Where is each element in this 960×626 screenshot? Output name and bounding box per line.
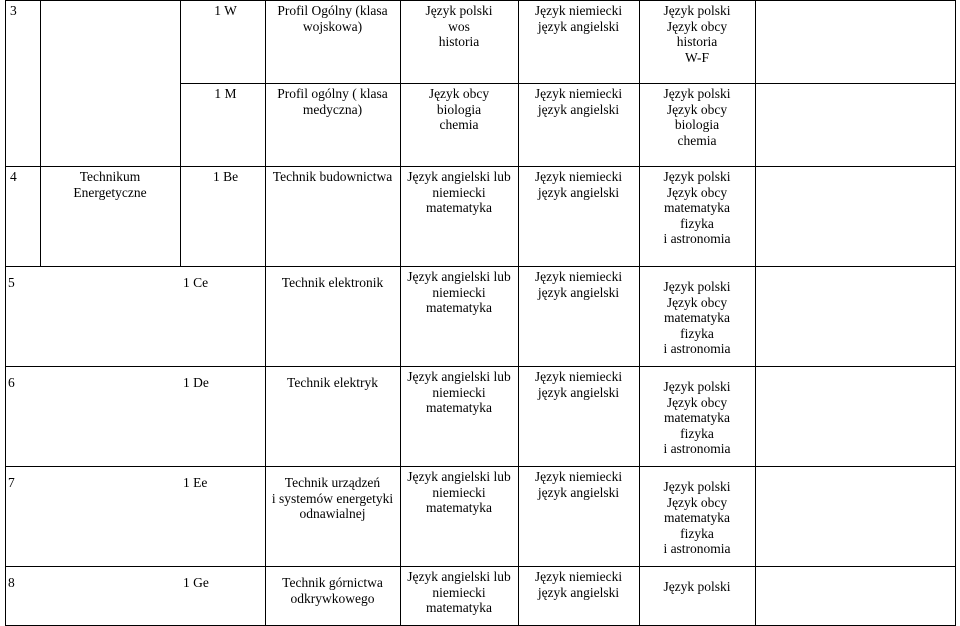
row-divider	[5, 166, 956, 167]
foreign-languages-line: język angielski	[537, 101, 620, 117]
extended-subjects-line: matematyka	[426, 500, 492, 515]
foreign-languages	[518, 169, 639, 200]
extended-subjects-line: matematyka	[426, 600, 492, 615]
school-name	[40, 169, 180, 200]
class-code: 1 Ee	[183, 475, 208, 490]
exam-subjects-line: matematyka	[664, 410, 730, 425]
exam-subjects-line: fizyka	[680, 525, 714, 541]
extended-subjects-line: matematyka	[426, 200, 492, 215]
foreign-languages-line: Język niemiecki	[534, 469, 623, 484]
extended-subjects-line: wos	[448, 18, 470, 34]
exam-subjects-line: biologia	[674, 117, 720, 132]
exam-subjects-line: i astronomia	[663, 231, 731, 246]
exam-subjects	[639, 3, 755, 65]
extended-subjects	[400, 469, 518, 516]
profile-name	[265, 375, 400, 391]
extended-subjects-line: Język angielski lub	[407, 569, 511, 584]
exam-subjects-line: Język polski	[663, 169, 731, 184]
exam-subjects	[639, 169, 755, 247]
exam-subjects-line: fizyka	[680, 325, 714, 341]
class-code: 1 De	[183, 375, 209, 390]
profile-name-line: Technik elektryk	[287, 375, 378, 390]
profile-name-line: odnawialnej	[299, 506, 366, 521]
profile-name-line: odkrywkowego	[290, 590, 375, 606]
exam-subjects-line: Język polski	[663, 379, 731, 394]
row-divider	[5, 266, 956, 267]
exam-subjects-line: Język obcy	[666, 18, 728, 34]
exam-subjects-line: Język polski	[663, 479, 731, 494]
row-number: 4	[10, 169, 17, 184]
column-divider	[5, 0, 6, 625]
exam-subjects-line: matematyka	[664, 310, 730, 325]
foreign-languages-line: Język niemiecki	[534, 86, 623, 101]
class-code: 1 M	[214, 86, 237, 101]
foreign-languages-line: Język niemiecki	[534, 3, 623, 18]
extended-subjects	[400, 369, 518, 416]
foreign-languages	[518, 369, 639, 400]
column-divider	[40, 0, 41, 266]
profile-name	[265, 3, 400, 34]
exam-subjects-line: Język polski	[663, 86, 731, 101]
exam-subjects-line: historia	[676, 34, 718, 49]
class-code: 1 Ce	[183, 275, 209, 290]
extended-subjects-line: Język obcy	[428, 86, 490, 101]
profile-name	[265, 169, 400, 185]
foreign-languages	[518, 269, 639, 300]
column-divider	[180, 0, 181, 266]
exam-subjects-line: matematyka	[664, 200, 730, 215]
column-divider	[955, 0, 956, 625]
profile-name-line: Technik górnictwa	[282, 575, 383, 590]
extended-subjects	[400, 86, 518, 133]
row-number: 3	[10, 3, 17, 18]
extended-subjects-line: Język angielski lub	[407, 469, 511, 484]
row-number: 6	[8, 375, 15, 390]
extended-subjects-line: biologia	[436, 101, 482, 117]
extended-subjects-line: historia	[438, 34, 480, 49]
exam-subjects-line: Język obcy	[666, 294, 728, 310]
row-divider	[180, 83, 956, 84]
profile-name-line: Technik elektronik	[281, 275, 384, 290]
foreign-languages	[518, 86, 639, 117]
exam-subjects-line: Język polski	[663, 579, 731, 594]
exam-subjects-line: Język obcy	[666, 184, 728, 200]
exam-subjects-line: W-F	[684, 49, 709, 65]
extended-subjects-line: Język angielski lub	[407, 269, 511, 284]
foreign-languages-line: język angielski	[537, 284, 620, 300]
foreign-languages-line: język angielski	[537, 584, 620, 600]
exam-subjects-line: Język polski	[663, 279, 731, 294]
foreign-languages-line: Język niemiecki	[534, 169, 623, 184]
class-code: 1 Ge	[183, 575, 209, 590]
foreign-languages	[518, 569, 639, 600]
profile-name	[265, 475, 400, 522]
extended-subjects-line: niemiecki	[432, 484, 486, 500]
row-number: 8	[8, 575, 15, 590]
row-number: 5	[8, 275, 15, 290]
extended-subjects-line: niemiecki	[432, 184, 486, 200]
exam-subjects-line: Język obcy	[666, 494, 728, 510]
extended-subjects-line: niemiecki	[432, 384, 486, 400]
foreign-languages-line: Język niemiecki	[534, 369, 623, 384]
extended-subjects-line: matematyka	[426, 400, 492, 415]
exam-subjects-line: chemia	[677, 132, 717, 148]
extended-subjects	[400, 169, 518, 216]
extended-subjects-line: chemia	[439, 117, 479, 132]
profile-name	[265, 575, 400, 606]
extended-subjects-line: Język angielski lub	[407, 369, 511, 384]
exam-subjects	[639, 379, 755, 457]
exam-subjects-line: fizyka	[680, 215, 714, 231]
foreign-languages-line: język angielski	[537, 484, 620, 500]
row-number: 7	[8, 475, 15, 490]
row-divider	[5, 366, 956, 367]
extended-subjects-line: matematyka	[426, 300, 492, 315]
extended-subjects-line: niemiecki	[432, 284, 486, 300]
exam-subjects-line: i astronomia	[663, 341, 731, 356]
exam-subjects	[639, 479, 755, 557]
row-divider	[5, 466, 956, 467]
profile-name-line: wojskowa)	[302, 18, 363, 34]
profile-name-line: Technik urządzeń	[284, 475, 381, 490]
profile-name-line: Technik budownictwa	[272, 169, 393, 184]
row-divider	[5, 566, 956, 567]
exam-subjects	[639, 279, 755, 357]
extended-subjects	[400, 569, 518, 616]
foreign-languages-line: Język niemiecki	[534, 569, 623, 584]
row-divider	[5, 0, 956, 1]
extended-subjects	[400, 3, 518, 50]
exam-subjects-line: i astronomia	[663, 541, 731, 556]
class-code: 1 W	[214, 3, 237, 18]
school-name-line: Energetyczne	[73, 184, 147, 200]
exam-subjects-line: Język obcy	[666, 101, 728, 117]
profile-name-line: medyczna)	[302, 101, 363, 117]
profile-name-line: Profil Ogólny (klasa	[277, 3, 388, 18]
extended-subjects-line: niemiecki	[432, 584, 486, 600]
exam-subjects	[639, 86, 755, 148]
exam-subjects	[639, 579, 755, 595]
foreign-languages	[518, 3, 639, 34]
exam-subjects-line: Język polski	[663, 3, 731, 18]
foreign-languages-line: Język niemiecki	[534, 269, 623, 284]
foreign-languages-line: język angielski	[537, 384, 620, 400]
profile-name	[265, 86, 400, 117]
class-code: 1 Be	[212, 169, 239, 184]
school-name-line: Technikum	[79, 169, 141, 184]
foreign-languages-line: język angielski	[537, 184, 620, 200]
extended-subjects-line: Język polski	[425, 3, 493, 18]
profile-name	[265, 275, 400, 291]
extended-subjects	[400, 269, 518, 316]
exam-subjects-line: Język obcy	[666, 394, 728, 410]
exam-subjects-line: fizyka	[680, 425, 714, 441]
foreign-languages-line: język angielski	[537, 18, 620, 34]
exam-subjects-line: i astronomia	[663, 441, 731, 456]
profile-name-line: i systemów energetyki	[271, 490, 394, 506]
extended-subjects-line: Język angielski lub	[407, 169, 511, 184]
profile-name-line: Profil ogólny ( klasa	[277, 86, 388, 101]
foreign-languages	[518, 469, 639, 500]
exam-subjects-line: matematyka	[664, 510, 730, 525]
column-divider	[755, 0, 756, 625]
